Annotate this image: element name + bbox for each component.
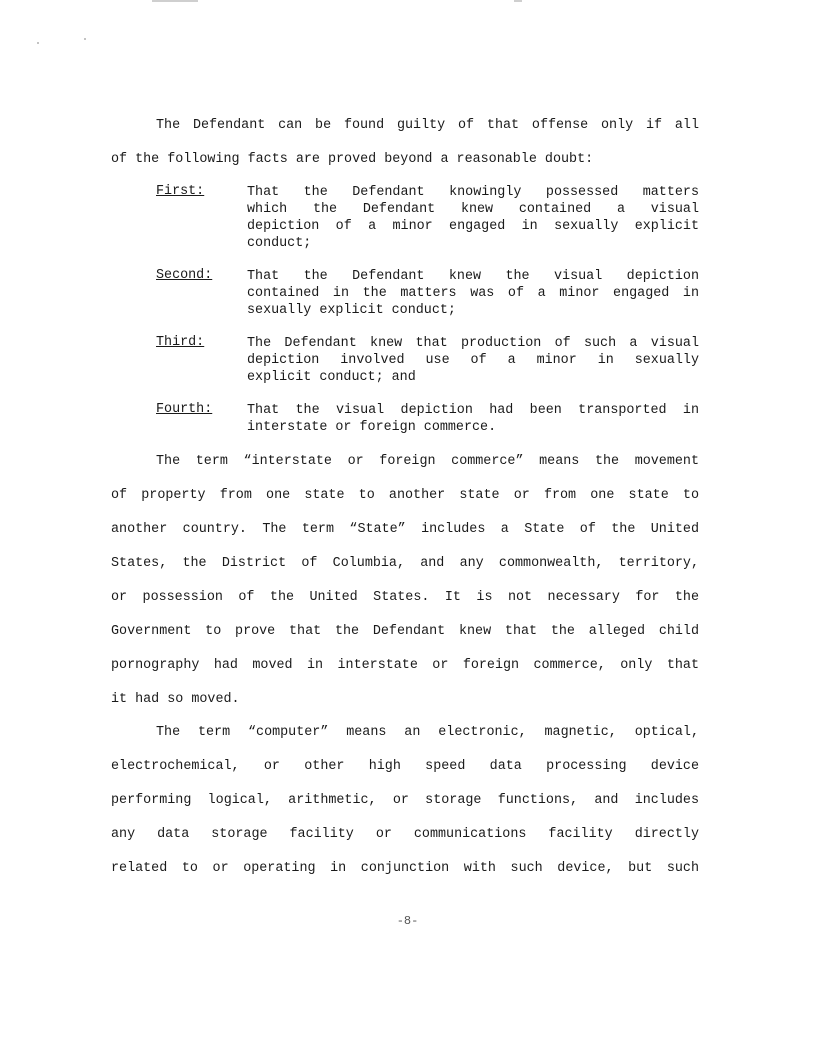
text-line: it had so moved. xyxy=(111,692,240,707)
text-line: The term “computer” means an electronic, magnetic, optical, xyxy=(156,725,699,740)
element-label: Fourth: xyxy=(156,402,213,417)
element-label: Second: xyxy=(156,268,213,283)
text-line: depiction of a minor engaged in sexually explicit xyxy=(247,219,699,234)
text-line: of the following facts are proved beyond a reasonable doubt: xyxy=(111,152,594,167)
scan-artifact xyxy=(514,0,522,2)
text-line: That the visual depiction had been transported in xyxy=(247,403,699,418)
text-line: performing logical, arithmetic, or storage functions, and includes xyxy=(111,793,699,808)
text-line: another country. The term “State” includes a State of the United xyxy=(111,522,699,537)
element-label: First: xyxy=(156,184,205,199)
page-number: -8- xyxy=(396,914,419,928)
element-item xyxy=(156,184,699,252)
text-line: contained in the matters was of a minor engaged in xyxy=(247,286,699,301)
scan-artifact xyxy=(84,38,86,40)
text-line: related to or operating in conjunction with such device, but such xyxy=(111,861,699,876)
text-line: electrochemical, or other high speed data processing device xyxy=(111,759,699,774)
commerce-paragraph xyxy=(111,453,699,725)
text-line: The term “interstate or foreign commerce” means the movement xyxy=(156,454,699,469)
text-line: The Defendant can be found guilty of that offense only if all xyxy=(156,118,699,133)
scan-artifact xyxy=(37,42,39,44)
elements-list xyxy=(156,184,699,452)
text-line: conduct; xyxy=(247,236,312,251)
text-line: sexually explicit conduct; xyxy=(247,303,456,318)
text-line: States, the District of Columbia, and any commonwealth, territory, xyxy=(111,556,699,571)
intro-paragraph xyxy=(111,117,699,185)
element-text xyxy=(247,402,699,436)
element-text xyxy=(247,268,699,319)
element-text xyxy=(247,335,699,386)
element-text xyxy=(247,184,699,252)
text-line: or possession of the United States. It is not necessary for the xyxy=(111,590,699,605)
text-line: pornography had moved in interstate or foreign commerce, only that xyxy=(111,658,699,673)
element-label: Third: xyxy=(156,335,205,350)
text-line: The Defendant knew that production of such a visual xyxy=(247,336,699,351)
text-line: which the Defendant knew contained a visual xyxy=(247,202,699,217)
text-line: of property from one state to another state or from one state to xyxy=(111,488,699,503)
text-line: any data storage facility or communications facility directly xyxy=(111,827,699,842)
text-line: That the Defendant knew the visual depiction xyxy=(247,269,699,284)
text-line: explicit conduct; and xyxy=(247,370,416,385)
element-item xyxy=(156,268,699,319)
element-item xyxy=(156,402,699,436)
scan-artifact xyxy=(152,0,198,2)
text-line: That the Defendant knowingly possessed matters xyxy=(247,185,699,200)
text-line: interstate or foreign commerce. xyxy=(247,420,497,435)
computer-paragraph xyxy=(111,724,699,894)
text-line: Government to prove that the Defendant knew that the alleged child xyxy=(111,624,699,639)
element-item xyxy=(156,335,699,386)
text-line: depiction involved use of a minor in sexually xyxy=(247,353,699,368)
